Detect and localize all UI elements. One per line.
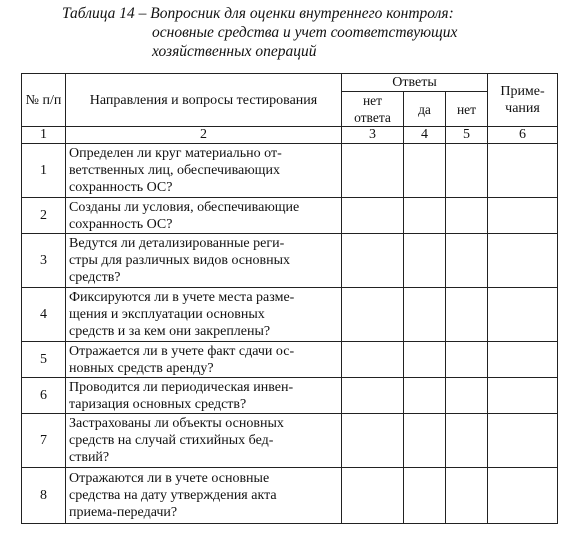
table-row bbox=[22, 378, 558, 414]
notes-cell[interactable] bbox=[488, 234, 558, 288]
header-num: № п/п bbox=[22, 74, 66, 127]
question-line: Фиксируются ли в учете места разме- bbox=[69, 290, 295, 305]
col-number: 2 bbox=[66, 127, 342, 144]
table-row bbox=[22, 144, 558, 198]
question-line: Ведутся ли детализированные реги- bbox=[69, 236, 285, 251]
question-line: таризация основных средств? bbox=[69, 396, 247, 412]
answer-no-cell[interactable] bbox=[446, 144, 488, 198]
question-line: приема-передачи? bbox=[69, 505, 178, 520]
table-row bbox=[22, 234, 558, 288]
question-line: щения и эксплуатации основных bbox=[69, 307, 265, 322]
question-line: средства на дату утверждения акта bbox=[69, 488, 277, 503]
caption-line-2: основные средства и учет соответствующих bbox=[152, 24, 458, 41]
answer-yes-cell[interactable] bbox=[404, 198, 446, 234]
question-cell bbox=[66, 468, 342, 524]
answer-no-answer-cell[interactable] bbox=[342, 414, 404, 468]
row-number: 4 bbox=[22, 288, 66, 342]
header-notes: Приме-чания bbox=[488, 74, 558, 127]
question-line: стры для различных видов основных bbox=[69, 253, 291, 268]
answer-no-answer-cell[interactable] bbox=[342, 468, 404, 524]
table-row bbox=[22, 198, 558, 234]
col-number: 4 bbox=[404, 127, 446, 144]
notes-cell[interactable] bbox=[488, 198, 558, 234]
header-no-answer: нет ответа bbox=[342, 92, 404, 127]
column-numbers-row bbox=[22, 127, 558, 144]
question-line: средств и за кем они закреплены? bbox=[69, 324, 271, 339]
answer-no-answer-cell[interactable] bbox=[342, 234, 404, 288]
answer-no-cell[interactable] bbox=[446, 468, 488, 524]
answer-no-cell[interactable] bbox=[446, 378, 488, 414]
col-number: 3 bbox=[342, 127, 404, 144]
question-line: ствий? bbox=[69, 450, 110, 465]
question-line: средств? bbox=[69, 270, 121, 285]
question-line: Застрахованы ли объекты основных bbox=[69, 416, 284, 431]
notes-cell[interactable] bbox=[488, 288, 558, 342]
question-cell bbox=[66, 234, 342, 288]
row-number: 8 bbox=[22, 468, 66, 524]
question-line: Проводится ли периодическая инвен- bbox=[69, 379, 294, 395]
row-number: 5 bbox=[22, 342, 66, 378]
col-number: 6 bbox=[488, 127, 558, 144]
answer-yes-cell[interactable] bbox=[404, 378, 446, 414]
question-line: сохранность ОС? bbox=[69, 180, 173, 195]
answer-no-answer-cell[interactable] bbox=[342, 342, 404, 378]
answer-no-answer-cell[interactable] bbox=[342, 144, 404, 198]
header-directions: Направления и вопросы тестирования bbox=[66, 74, 342, 127]
answer-yes-cell[interactable] bbox=[404, 414, 446, 468]
question-cell bbox=[66, 288, 342, 342]
row-number: 3 bbox=[22, 234, 66, 288]
question-cell bbox=[66, 414, 342, 468]
row-number: 6 bbox=[22, 378, 66, 414]
question-line: средств на случай стихийных бед- bbox=[69, 433, 274, 448]
caption-line-1: Таблица 14 – Вопросник для оценки внутреннего контроля: bbox=[62, 5, 454, 22]
table-row bbox=[22, 468, 558, 524]
header-no: нет bbox=[446, 92, 488, 127]
answer-yes-cell[interactable] bbox=[404, 234, 446, 288]
notes-cell[interactable] bbox=[488, 378, 558, 414]
header-yes: да bbox=[404, 92, 446, 127]
question-line: Отражается ли в учете факт сдачи ос- bbox=[69, 343, 295, 359]
question-line: новных средств аренду? bbox=[69, 360, 214, 376]
question-cell bbox=[66, 378, 342, 414]
answer-no-cell[interactable] bbox=[446, 342, 488, 378]
table-row bbox=[22, 288, 558, 342]
table-row bbox=[22, 414, 558, 468]
notes-cell[interactable] bbox=[488, 144, 558, 198]
answer-no-cell[interactable] bbox=[446, 198, 488, 234]
row-number: 1 bbox=[22, 144, 66, 198]
question-line: Созданы ли условия, обеспечивающие bbox=[69, 199, 300, 215]
table-caption bbox=[0, 4, 576, 61]
answer-no-answer-cell[interactable] bbox=[342, 378, 404, 414]
question-cell bbox=[66, 144, 342, 198]
question-line: ветственных лиц, обеспечивающих bbox=[69, 163, 280, 178]
answer-no-answer-cell[interactable] bbox=[342, 198, 404, 234]
answer-yes-cell[interactable] bbox=[404, 288, 446, 342]
caption-line-3: хозяйственных операций bbox=[152, 43, 317, 60]
questionnaire-table bbox=[21, 73, 558, 524]
col-number: 5 bbox=[446, 127, 488, 144]
answer-yes-cell[interactable] bbox=[404, 342, 446, 378]
question-line: сохранность ОС? bbox=[69, 216, 173, 232]
answer-no-cell[interactable] bbox=[446, 414, 488, 468]
answer-yes-cell[interactable] bbox=[404, 144, 446, 198]
table-row bbox=[22, 342, 558, 378]
question-cell bbox=[66, 342, 342, 378]
notes-cell[interactable] bbox=[488, 342, 558, 378]
question-line: Отражаются ли в учете основные bbox=[69, 471, 270, 486]
question-line: Определен ли круг материально от- bbox=[69, 146, 282, 161]
row-number: 2 bbox=[22, 198, 66, 234]
row-number: 7 bbox=[22, 414, 66, 468]
answer-no-answer-cell[interactable] bbox=[342, 288, 404, 342]
answer-yes-cell[interactable] bbox=[404, 468, 446, 524]
col-number: 1 bbox=[22, 127, 66, 144]
answer-no-cell[interactable] bbox=[446, 234, 488, 288]
header-row-1 bbox=[22, 74, 558, 92]
notes-cell[interactable] bbox=[488, 468, 558, 524]
question-cell bbox=[66, 198, 342, 234]
header-answers: Ответы bbox=[342, 74, 488, 92]
notes-cell[interactable] bbox=[488, 414, 558, 468]
answer-no-cell[interactable] bbox=[446, 288, 488, 342]
